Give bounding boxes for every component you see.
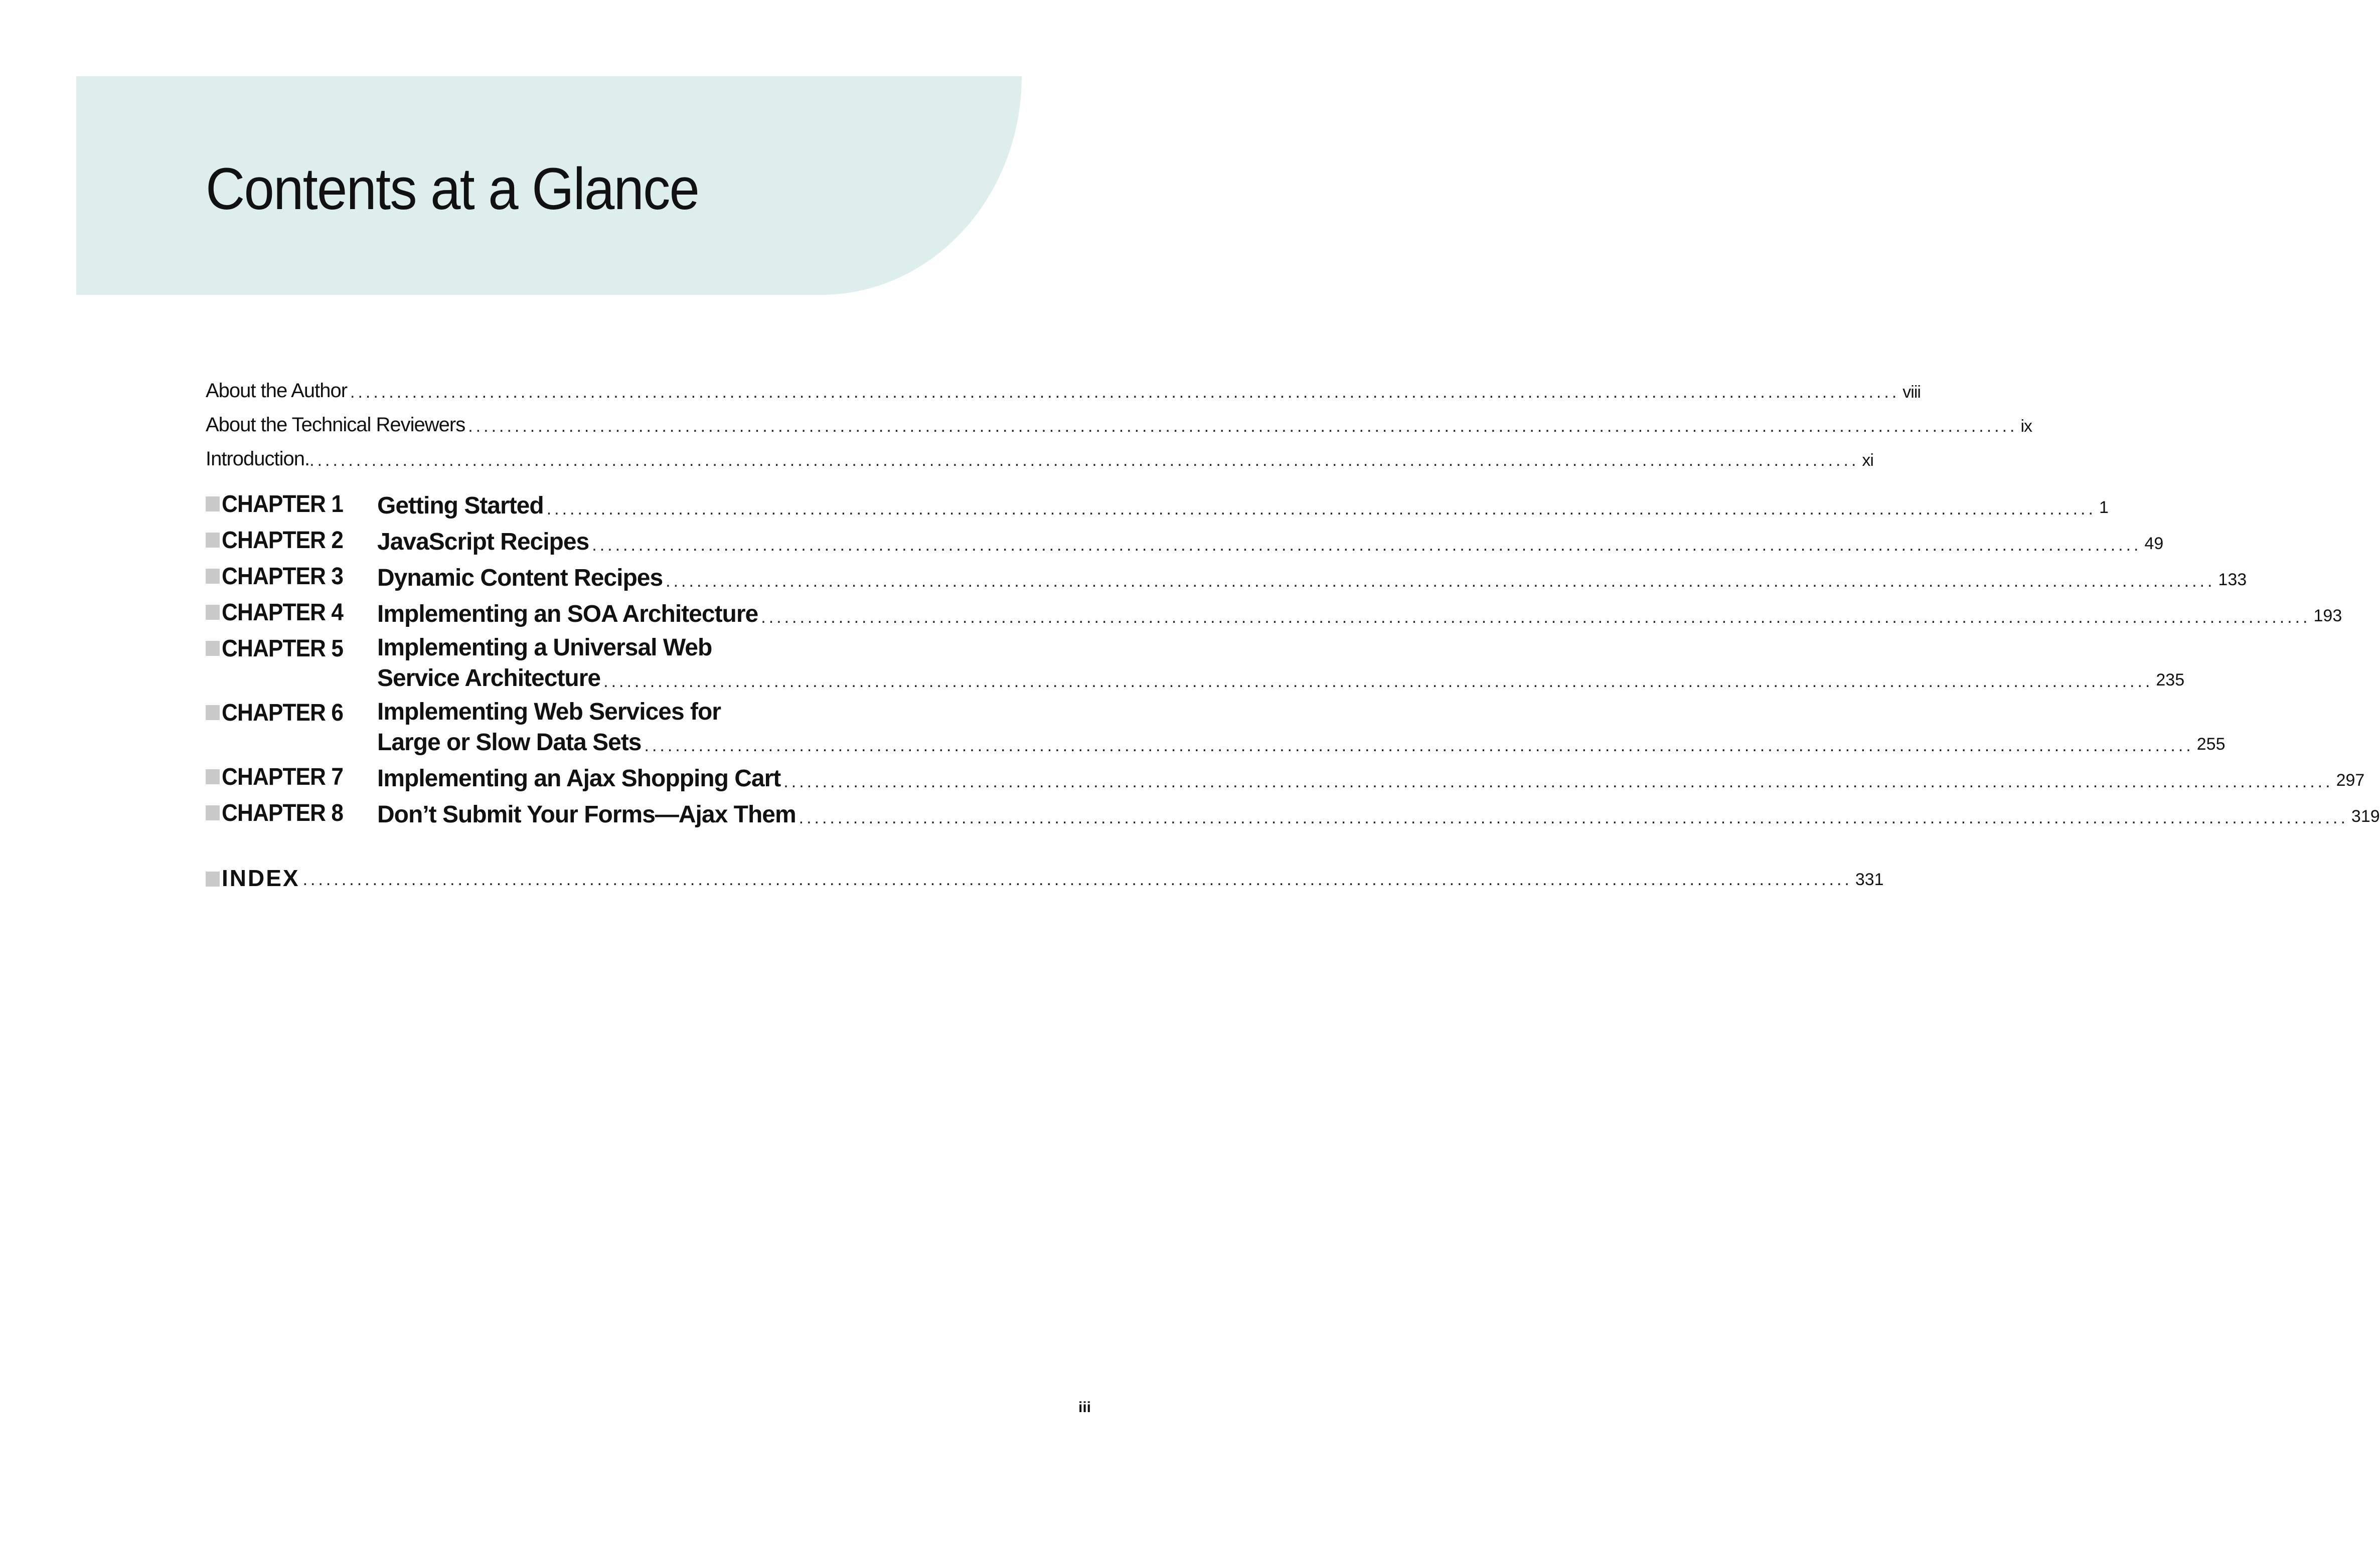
dot-leader: ........................................................................................................................................................................................................ [546,499,2096,519]
dot-leader: ........................................................................................................................................................................................................ [644,736,2194,755]
chapter-number: CHAPTER 2 [222,527,344,554]
bullet-marker [206,641,220,656]
chapter-title: Don’t Submit Your Forms—Ajax Them [377,801,796,828]
dot-leader: ........................................................................................................................................................................................................ [309,451,1859,470]
toc-chapter-2[interactable] [206,526,2164,556]
dot-leader: ........................................................................................................................................................................................................ [603,672,2153,691]
chapter-title: Large or Slow Data Sets [377,729,642,756]
dot-leader: ........................................................................................................................................................................................................ [799,808,2348,827]
toc-chapter-3[interactable] [206,562,2247,592]
bullet-marker [206,605,220,620]
dot-leader: ........................................................................................................................................................................................................ [666,572,2215,591]
chapter-page: 49 [2144,534,2164,553]
toc-chapter-5[interactable] [206,634,2185,692]
chapter-page: 319 [2351,807,2380,826]
bullet-marker [206,805,220,820]
toc-entry-page: xi [1862,451,1873,470]
bullet-marker [206,569,220,584]
chapter-title: Implementing an SOA Architecture [377,601,758,627]
chapter-number: CHAPTER 8 [222,800,344,826]
chapter-page: 193 [2313,606,2342,625]
chapter-list [206,489,2380,834]
chapter-title: Implementing an Ajax Shopping Cart [377,765,781,792]
toc-chapter-6[interactable] [206,698,2226,756]
toc-chapter-4[interactable] [206,598,2342,628]
chapter-page: 235 [2156,670,2185,690]
chapter-number: CHAPTER 4 [222,599,344,626]
bullet-marker [206,872,220,887]
toc-entry-page: ix [2020,417,2032,436]
page-number: iii [1078,1399,1091,1416]
toc-chapter-7[interactable] [206,762,2365,792]
bullet-marker [206,496,220,511]
chapter-title: Dynamic Content Recipes [377,565,663,591]
chapter-number: CHAPTER 1 [222,491,344,518]
toc-entry-label: Introduction. [206,448,310,470]
bullet-marker [206,769,220,784]
chapter-page: 297 [2336,771,2365,790]
chapter-number: CHAPTER 3 [222,563,344,590]
toc-entry-introduction[interactable] [206,436,1873,470]
chapter-page: 1 [2099,498,2109,517]
chapter-page: 133 [2218,570,2247,589]
dot-leader: ........................................................................................................................................................................................................ [761,608,2311,627]
index-label: INDEX [222,865,300,891]
dot-leader: ........................................................................................................................................................................................................ [350,383,1900,402]
page-title: Contents at a Glance [206,156,699,222]
toc-entry-about-reviewers[interactable] [206,402,2032,436]
chapter-number: CHAPTER 7 [222,764,344,790]
index-page: 331 [1855,870,1884,889]
chapter-page: 255 [2196,735,2226,754]
chapter-number: CHAPTER 6 [222,700,344,726]
chapter-title: JavaScript Recipes [377,529,589,555]
chapter-title-line1: Implementing a Universal Web [377,634,712,661]
chapter-title-line1: Implementing Web Services for [377,699,721,725]
front-matter-list [206,368,2032,470]
chapter-number: CHAPTER 5 [222,635,344,662]
bullet-marker [206,533,220,548]
dot-leader: ........................................................................................................................................................................................................ [302,870,1852,889]
index-entry[interactable] [206,862,1884,892]
toc-entry-label: About the Technical Reviewers [206,414,465,436]
toc-chapter-1[interactable] [206,489,2109,520]
bullet-marker [206,705,220,720]
toc-chapter-8[interactable] [206,798,2380,828]
toc-entry-page: viii [1902,383,1921,402]
dot-leader: ........................................................................................................................................................................................................ [783,772,2333,791]
chapter-title: Getting Started [377,492,544,519]
dot-leader: ........................................................................................................................................................................................................ [468,417,2018,436]
dot-leader: ........................................................................................................................................................................................................ [592,536,2142,555]
chapter-title: Service Architecture [377,665,601,692]
toc-entry-label: About the Author [206,380,348,402]
toc-entry-about-author[interactable] [206,368,1921,402]
